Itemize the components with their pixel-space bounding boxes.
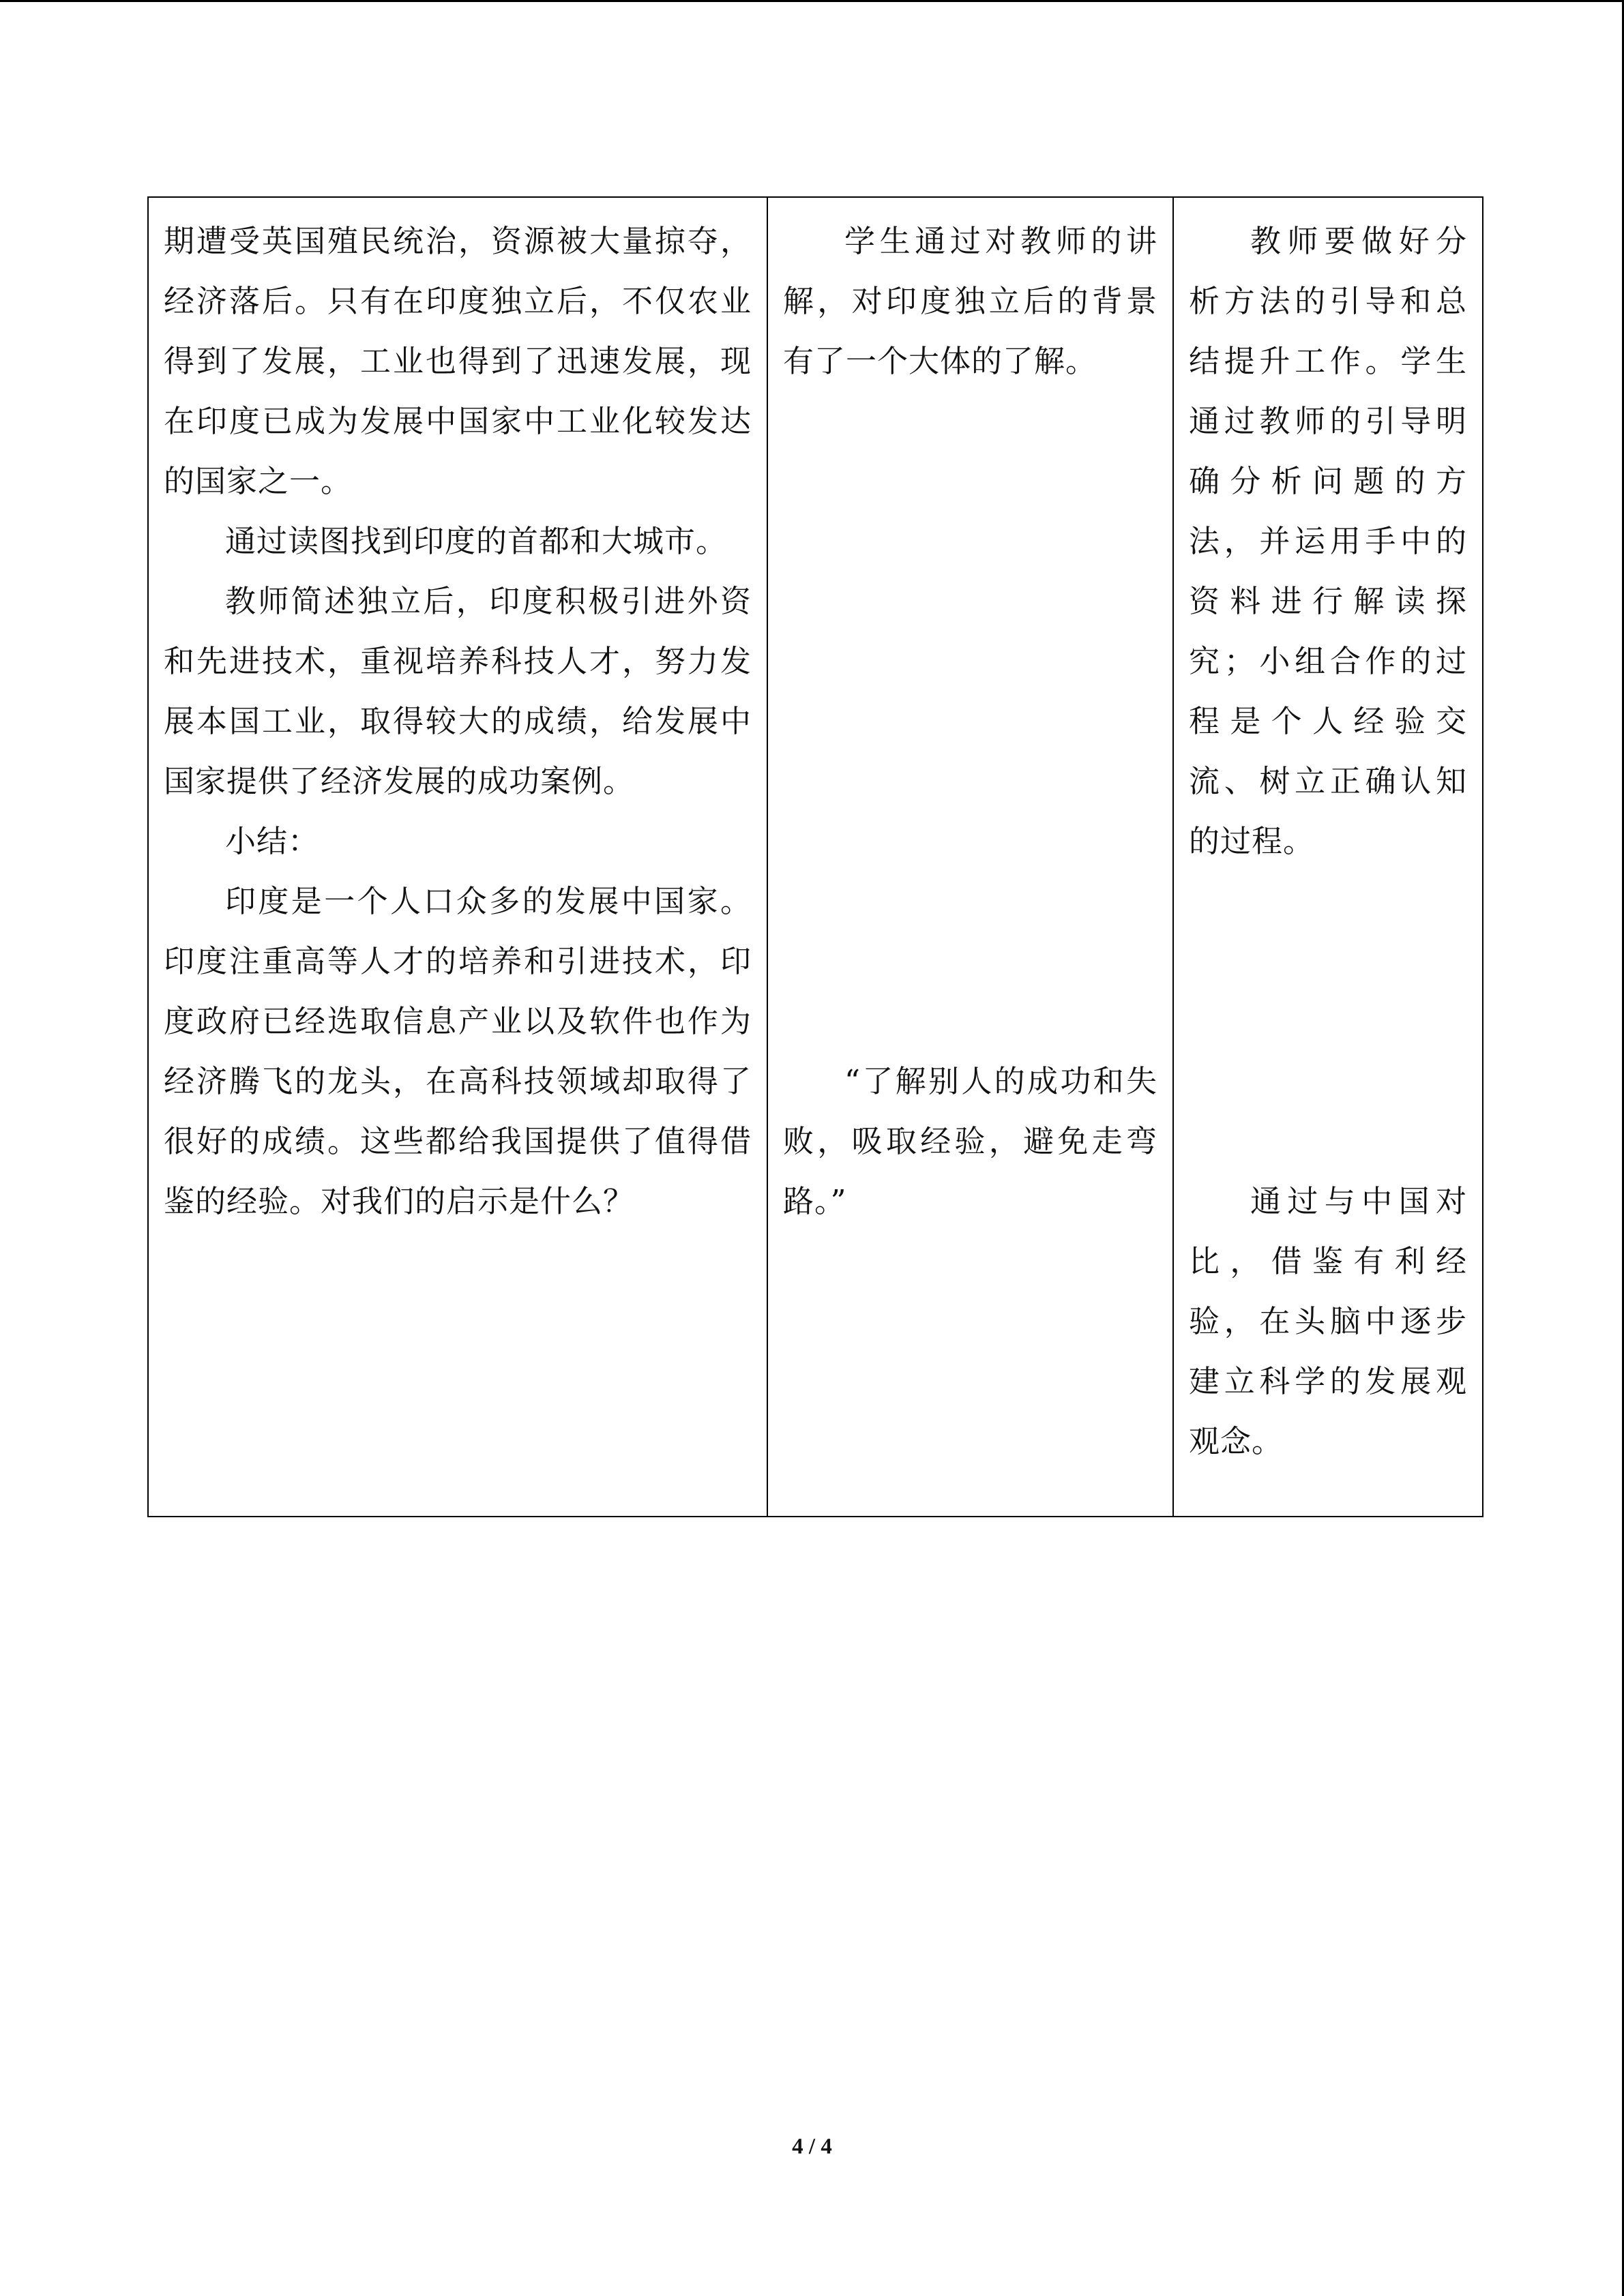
teacher-paragraph: 教师简述独立后，印度积极引进外资和先进技术，重视培养科技人才，努力发展本国工业，取得较大的成绩，给发展中国家提供了经济发展的成功案例。	[164, 583, 752, 799]
cell-spacer	[1189, 871, 1467, 1172]
table-row	[148, 197, 1483, 1517]
teacher-paragraph: 期遭受英国殖民统治，资源被大量掠夺，经济落后。只有在印度独立后，不仅农业得到了发展，工业也得到了迅速发展，现在印度已成为发展中国家中工业化较发达的国家之一。	[164, 223, 752, 499]
lesson-plan-table	[147, 196, 1483, 1517]
teacher-activity-cell	[148, 197, 767, 1517]
teacher-paragraph: 印度是一个人口众多的发展中国家。印度注重高等人才的培养和引进技术，印度政府已经选取信息产业以及软件也作为经济腾飞的龙头，在高科技领域却取得了很好的成绩。这些都给我国提供了值得借鉴的经验。对我们的启示是什么？	[164, 883, 752, 1219]
student-paragraph: 学生通过对教师的讲解，对印度独立后的背景有了一个大体的了解。	[783, 223, 1157, 379]
page-number: 4 / 4	[792, 2134, 832, 2159]
design-paragraph: 通过与中国对比，借鉴有利经验，在头脑中逐步建立科学的发展观观念。	[1189, 1183, 1467, 1459]
summary-heading: 小结：	[225, 823, 320, 859]
student-quote: “了解别人的成功和失败，吸取经验，避免走弯路。”	[783, 1063, 1157, 1219]
design-paragraph: 教师要做好分析方法的引导和总结提升工作。学生通过教师的引导明确分析问题的方法，并运用手中的资料进行解读探究；小组合作的过程是个人经验交流、树立正确认知的过程。	[1189, 223, 1467, 859]
page-border-top	[0, 0, 1624, 2]
student-activity-cell	[767, 197, 1173, 1517]
design-intent-cell	[1173, 197, 1483, 1517]
teacher-paragraph: 通过读图找到印度的首都和大城市。	[225, 523, 728, 559]
cell-spacer	[783, 391, 1157, 1052]
